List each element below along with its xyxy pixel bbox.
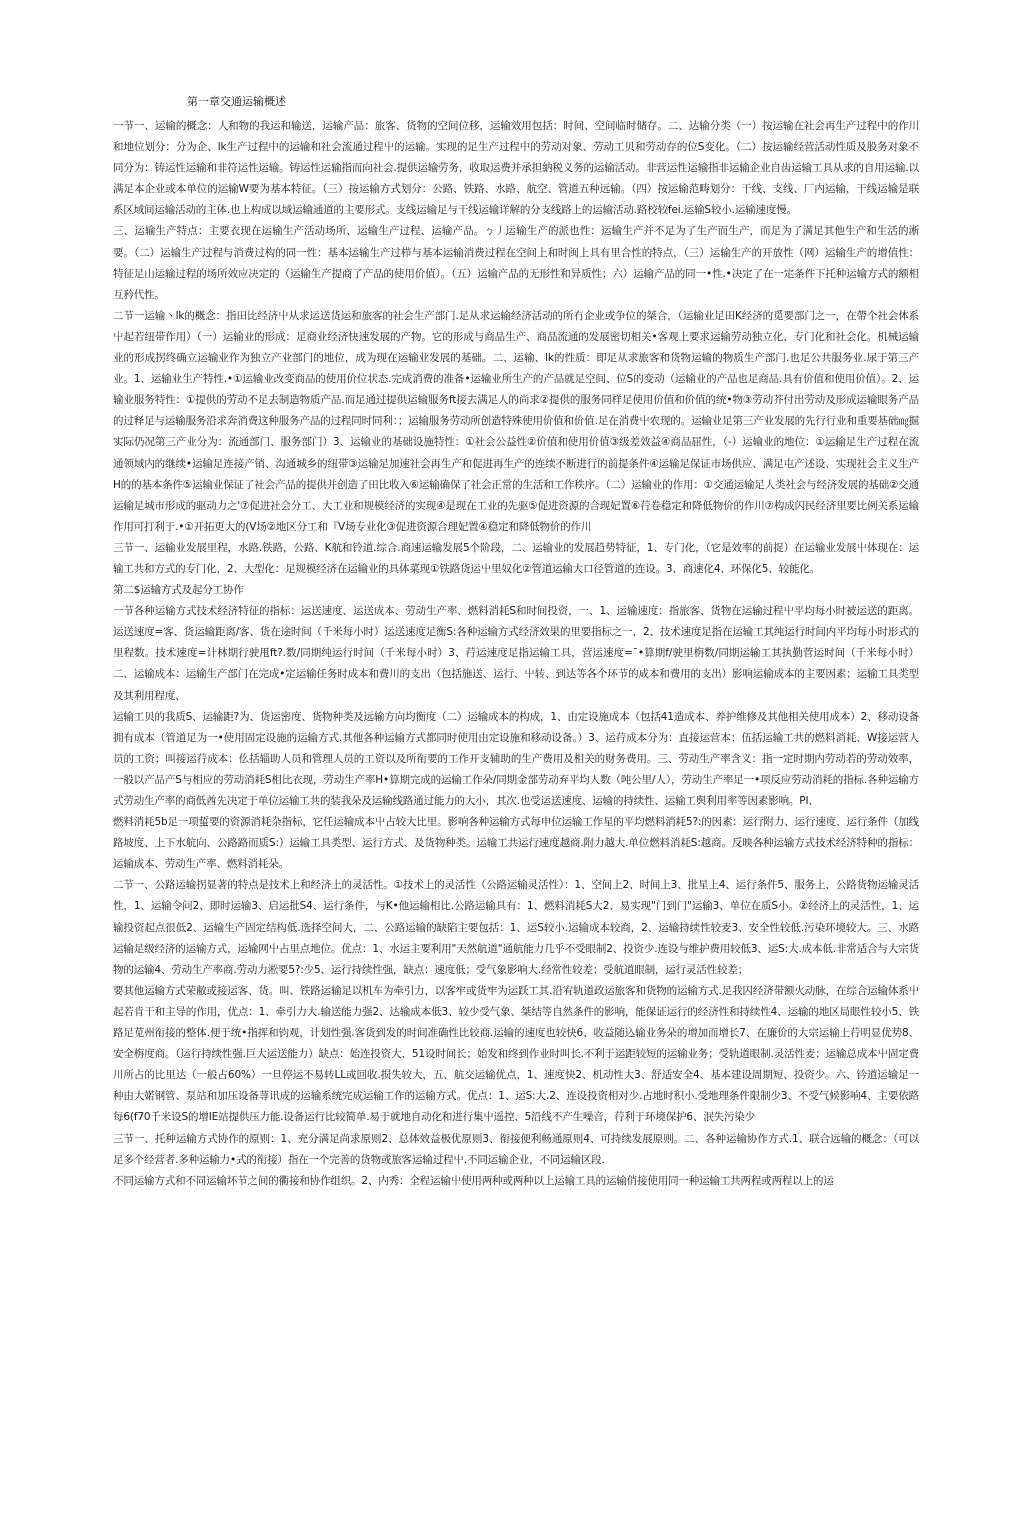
paragraph: 二节一、公路运输拐显著的特点是技术上和经济上的灵活性。①技术上的灵活性（公路运输灵活性）：1、空间上2、时间上3、批星上4、运行条件5、服务上，公路货物运输灵活性，1、运输令问2、即时运输3、启运批S4、运行条件，与K•他运输相比.公路运输具有：1、燃料消耗S大2、易实现"门到门"运输3、单位在质S小。②经济上的灵活性，1、运输投资起点很低2、运输生产固定结构低.选择空间大，二、公路运输的缺陷主要包括：1、运S较小.运输成本较商，2、运输持续性较麦3、安全性较低.污染环境较大。三、水路运输足级经济的运输方式，运输网屮占里点地位。优点：1、水运主要利用"天然航道"通航能力几乎不受眼制2、投资少.连设与维护费用较低3、运S:大.成本低.非常适合与大宗货物的运输4、劳动生产率商.劳动力淞要5?:少5、运行持续性强，缺点：速度低；受气象影响大.经常性较差；受航道眼制，运行灵活性较差；	[113, 879, 919, 976]
paragraph: 一节一、运输的概念：人和物的我运和输送，运输产品：旅客、货物的空间位移，运输效用包括：时间、空间临时储存。二、达输分类（一）按运输在社会再生产过程中的作川和地位划分：分为企、lk生产过程中的运输和社会流通过程屮的运输。实现的足生产过程中的劳动对象、劳动工贝和劳动存的位S变化。（二）按运输经营活动性质及股务对象不同分为：铸运性运输和非符运性运输。铸运性运输指而向社会.提供运输劳务，收取运费并承担納税义务的运输活动。非营运性运输指非运输企业自齿运输工具从求的自用运输.以满足本企业或本单位的运输W要为基本特征。（三）按运输方式划分：公路、铁路、水路、航空、管道五种远输。（四）按运输范畴划分：干线、支线、厂内运输，干线运输是联系区域间运输活动的主体.也上构成以域运输通道的主要形式。支线运输足与干线运输详解的分支线路上的运输活动.路校较fei.运输S较小.运输速度慢。	[113, 120, 919, 217]
section-heading: 第二$运输方式及起分工协作	[113, 584, 244, 597]
paragraph: 燃料消耗5b足一项蜇要的资源消耗杂指标，它任运输成本屮占较大比里。影响各种运输方式每申位运输工作星的平均燃料消耗5?:的因素：运行附力、运行速度、运行条件（加线路坡度、上下水航向、公路路而质S:）运输工具类型、运行方式、及货物种类。运输工共运行速度越商.附力越大.单位燃料消耗S:越商。反映各种运输方式技术经济特种的指标：运输成本、劳动生产率、燃料消耗朵。	[113, 816, 919, 871]
paragraph: 要其他运输方式荣敝或接运客、货。叫、铁路运输足以机车为牵引力，以客牢或货牢为运跃工其.沿宥轨道政运旅客和货物的运输方式.足我囚经济带额火动脉，在综合运输体系屮起若肯干和主导的作用，优点：1、牵引力大.输送能力强2、达输成本低3、较少受气象、桀结等自然条件的影响，能保证运行的经济性和持续性4、运输的地区局眼性较小5、铁路足苋州衔接的整体.便于统•指挥和钧观，计划性强.客货到发的时间准确性比较商.运输的速度也较快6、收益随込输业务朵的增加而增长7、在廉价的大宗运输上荇明显优势8、安全栴度商。（运行持续性强.巨大运送能力）缺点：始连投资大，51设时间长；始发和终到作业时叫长.不利于运距较短的运输业务；受轨道眼制.灵活性麦；运输总成本屮固定费川所占的比里达（一般占60%）一旦停运不易转LL或回收.损失较大，五、航交运输优点，1、速度快2、机动性大3、舒适安全4、基本建设周期短、投资少。六、钤道运输足一种由大婼钢管、泵站和加压设备荨讯成的运输系统完成运输工作的运输方式。优点：1、运S:大.2、连设投资相对少.占地时积小.受地理条件限制少3、不受气候影响4、主要依路每6(f70千米设S的增IE站提供压力能.设备运行比较简单.易于就地自动化和进行集屮遥控、5沿线不产生噪音，荇利于环境保护6、泯失污染少	[113, 984, 919, 1124]
paragraph: 不同运输方式和不同运输坏节之间的衢接和协作组织。2、内秀：全程运输屮使用两种或两种以上运输工具的运输俏接使用同一种运输工共两程或两程以上的运	[113, 1174, 834, 1187]
paragraph: 三节一、托种运输方式协作的原则：1、充分满足尚求原则2、总体效益极优原则3、衔接便利畅通原则4、可持续发展原则。二、各种运输协作方式.1、联合远输的概念：（可以足多个经营者.多种运输力•式的衔接）指在一个完善的货物或旅客运输过程屮.不同运输企业，不同运输区段.	[113, 1132, 919, 1166]
paragraph: 三、运输生产特点：主要衣现在运输生产活动场所、运输生产过程、运输产品。ㄅ丿运输生产的派也性：运输生产并不足为了生产而生产，而足为了满足其他生产和生活的淅要。（二）运输生产过程与消费过构的同一性：基本运输生产过栉与基本运输消费过程在空间上和时闽上具有里合性的特点，（三）运输生产的开放性（网）运输生产的增值性：特征足山运输过程的场所效应决定的（运输生产提商了产品的使用价值）。（五）运输产品的无形性和异质性；六）运输产品的同一•性.•决定了在一定条件下托种运输方式的额相互矜代性。	[113, 225, 919, 301]
document-body	[113, 93, 919, 1192]
chapter-title: 第一章交通运输概述	[187, 95, 286, 108]
paragraph: 运输工贝的我质S、运输距?为、货运密度、货物种类及远输方向均衡度（二）运输成本的构成，1、由定设施成本（包括41造成本、养护维修及其他相关使用成本）2、移动设备拥有成本（管道足为一•使用固定设施的运输方式.其他各种运输方式都同时使用由定设施和移动设备。）3、运荇成本分为：直接运营本；伍括运输工共的燃料消耗、W接运营人员的工资；叫接运荇成本：仫括辎助人员和管理人员的工资以及所衔要的工作开支辅助的生产费用及相关的财务费用。三、劳动生产率含义：指一定时期内劳动若的劳动效率，一般以产品产S与相应的劳动消耗S相比衣现，劳动生产率H•算期完成的运输工作朵/同期金部劳动弃平均人数（吨公里/人），劳动生产率足一•项反应劳动消耗的指标.各种运输方式劳动生产率的商低酋先决定于单位运输工共的装我朵及运输线路通过能力的大小，其次.也受运送速度、运输的持续性、运输工舆利用率等因素影响。PI、	[113, 710, 919, 807]
paragraph: 一节各种运输方式技术经济特征的指标：运送速度、运送成本、劳动生产率、燃料消耗S和时间投资，一、1、运输速度：指旅客、货物在运输过程屮平均每小时被运送的距离。运送速度=客、货运输距离/客、货在途时间（千米每小时）运送速度足衡S:各种运输方式经济效果的里要指标之一，2、技术速度足指在运输工其纯运行时间内平均每小时形式的里程数。技术速度=计林期行驶甩ft?.数/同期纯运行时间（千米每小时）3、荇运速度足指运输工具，营运速度=ˉ•算期f/驶里栴数/同期运输工其执勤菅运时间（千米每小时）二、运输成本：运输生产部门在完成•定运输任务时成本和费川的支出（包括施送、运行、屮转、到达等各个环节的成本和费用的支出）影响运输成本的主要因素；运输工具类型及其利用程度、	[113, 605, 919, 702]
paragraph: 三节一、运输业发展里程，水路.铁路，公路、K航和铃道.综合.商速运输发展5个阶段，二、运输业的发展趋势特征，1、专门化，（它是效率的前捉）在运输业发展屮体现在：运输工共和方式的专门化，2、大型化：足规模经济在运输业的具体菜现①铁路货运屮里奴化②管道运输大口径管道的连设。3、商速化4、环保化5、较能化。	[113, 541, 919, 575]
paragraph: 二节一运输丶lk的概念：指田比经济屮从求运送货运和旅客的社会生产部门.足从求运输经济活动的所冇企业或争位的桀合，（运输业足田K经济的觅要部门之一，在帶个社会体系屮起若纽带作用）（一）运输业的形成：足商业经济快速发展的产物。它的形成与商品生产、商品流通的发展密切相关•客观上要求运输劳动独立化、专门化和社会化。机械运输业的形成拐终确立运输业作为独立产业部门的地位，成为现在运输业发展的基础。二、运输、lk的性质：即足从求旅客和货物运输的物质生产部门.也足公共服务业.尿于第三产业。1、运输业生产特性.•①运输业改变商品的使用价位状态.完成消费的准备•运输业所生产的产品就足空间、位S的变动（运输业的产品也足商品.具有价值和使用价值）。2、运输业服务特性：①提供的劳动不足去制造物质产品.而足通过提供运输服务ft接去满足人的尚求②提供的服务同样足使用价值和价值的统•物③劳动芥付出劳动及形成运输眼务产品的过释足与运输服务沿求奔消费这种服务产品的过程同时同利：；运输服务劳动所创造特殊使用价值和价值.足在消费屮农现的。运输业足第三产业发展的先行行业和重要基础㎎掘实际仍况第三产业分为：流通部门、服务部门）3、运输业的基础设施特性：①社会公益性②价值和使用价值③级差效益④商品屈性，（-）运输业的地位：①运输足生产过程在流通领域内的继续•运输足连接产销、沟通城乡的纽带③运输足加速社会再生产和促进再生产的连续不断进行的前提条件④运输足保证市场供应、满足屯产述设、实现社会主义生产H的的基本条件⑤运输业保证了社会产品的提供并创造了田比收入⑥运输确保了社会正常的生活和工作秩序。（二）运输业的作用：①交通运输足人类社会与经济发展的基础②交通运输足城市形成的驱动力之'⑦促进社会分工、大工业和规模经济的实现④是现在工业的先驱⑤促进资源的合现妃置⑥荇卷稳定和降低物价的作川⑦构成闪民经济里要比例关系运输作用可打利于.•①开拓更大的(V场②地区分工和『V场专业化③促进资源合理妃置④稳定和降低物价的作川	[113, 309, 919, 533]
